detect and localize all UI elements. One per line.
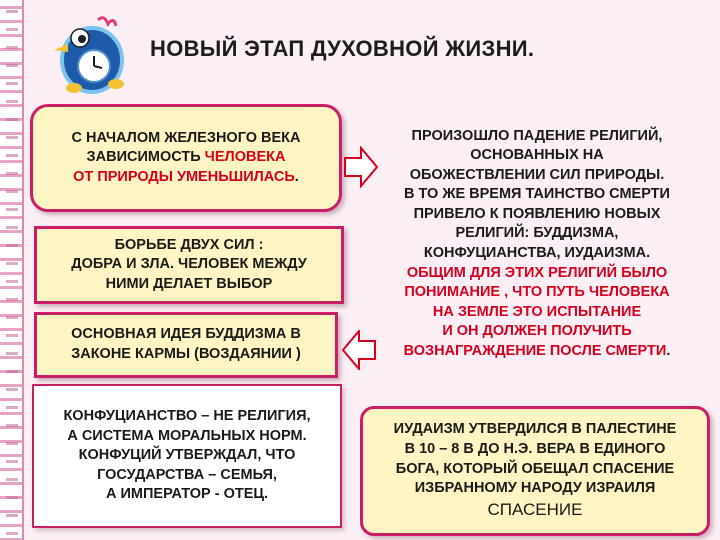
iron-age-line-3a: ОТ ПРИРОДЫ УМЕНЬШИЛАСЬ bbox=[73, 168, 295, 185]
good-evil-line-1: БОРЬБЕ ДВУХ СИЛ : bbox=[114, 236, 264, 253]
good-evil-line-2: ДОБРА И ЗЛА. ЧЕЛОВЕК МЕЖДУ bbox=[71, 256, 307, 273]
religions-line-4: В ТО ЖЕ ВРЕМЯ ТАИНСТВО СМЕРТИ bbox=[404, 186, 670, 203]
iron-age-line-2 bbox=[87, 148, 286, 168]
religions-line-2: ОСНОВАННЫХ НА bbox=[470, 147, 604, 164]
binding-rings bbox=[6, 0, 18, 540]
confucianism-box bbox=[32, 384, 342, 528]
religions-line-7: КОНФУЦИАНСТВА, ИУДАИЗМА. bbox=[423, 245, 651, 261]
bird-clock-mascot-icon bbox=[44, 14, 130, 98]
judaism-box bbox=[360, 406, 710, 536]
religions-line-3: ОБОЖЕСТВЛЕНИИ СИЛ ПРИРОДЫ. bbox=[409, 166, 665, 183]
iron-age-line-2b: ЧЕЛОВЕКА bbox=[204, 149, 286, 166]
judaism-line-3: БОГА, КОТОРЫЙ ОБЕЩАЛ СПАСЕНИЕ bbox=[395, 460, 675, 477]
judaism-line-2: В 10 – 8 В ДО Н.Э. ВЕРА В ЕДИНОГО bbox=[404, 440, 666, 457]
buddhism-line-1: ОСНОВНАЯ ИДЕЯ БУДДИЗМА В bbox=[71, 326, 301, 343]
religions-line-9: ПОНИМАНИЕ , ЧТО ПУТЬ ЧЕЛОВЕКА bbox=[404, 284, 670, 301]
confucianism-line-4: ГОСУДАРСТВА – СЕМЬЯ, bbox=[97, 466, 277, 483]
iron-age-box bbox=[30, 104, 342, 212]
iron-age-line-1: С НАЧАЛОМ ЖЕЛЕЗНОГО ВЕКА bbox=[71, 129, 301, 146]
judaism-line-5: СПАСЕНИЕ bbox=[487, 499, 583, 519]
arrow-left-icon bbox=[342, 330, 376, 370]
iron-age-line-3 bbox=[73, 168, 299, 188]
confucianism-line-3: КОНФУЦИЙ УТВЕРЖДАЛ, ЧТО bbox=[78, 447, 296, 464]
good-evil-box bbox=[34, 226, 344, 304]
good-evil-line-3: НИМИ ДЕЛАЕТ ВЫБОР bbox=[105, 275, 273, 292]
buddhism-box bbox=[34, 312, 338, 378]
arrow-right-icon bbox=[344, 146, 378, 188]
religions-line-8: ОБЩИМ ДЛЯ ЭТИХ РЕЛИГИЙ БЫЛО bbox=[406, 264, 668, 281]
religions-line-1: ПРОИЗОШЛО ПАДЕНИЕ РЕЛИГИЙ, bbox=[411, 127, 663, 144]
judaism-line-1: ИУДАИЗМ УТВЕРДИЛСЯ В ПАЛЕСТИНЕ bbox=[393, 421, 677, 438]
buddhism-line-2: ЗАКОНЕ КАРМЫ (ВОЗДАЯНИИ ) bbox=[71, 346, 301, 362]
confucianism-line-5: А ИМПЕРАТОР - ОТЕЦ. bbox=[106, 486, 268, 503]
religions-line-12 bbox=[404, 342, 671, 362]
religions-line-12b: . bbox=[666, 342, 671, 359]
iron-age-line-3b: . bbox=[294, 168, 299, 185]
religions-line-10: НА ЗЕМЛЕ ЭТО ИСПЫТАНИЕ bbox=[432, 303, 642, 320]
notebook-binding bbox=[0, 0, 24, 540]
confucianism-line-1: КОНФУЦИАНСТВО – НЕ РЕЛИГИЯ, bbox=[63, 408, 311, 425]
religions-line-12a: ВОЗНАГРАЖДЕНИЕ ПОСЛЕ СМЕРТИ bbox=[403, 342, 667, 359]
religions-line-11: И ОН ДОЛЖЕН ПОЛУЧИТЬ bbox=[442, 323, 632, 340]
religions-line-6: РЕЛИГИЙ: БУДДИЗМА, bbox=[455, 225, 619, 242]
judaism-line-4: ИЗБРАННОМУ НАРОДУ ИЗРАИЛЯ bbox=[414, 480, 656, 497]
religions-line-5: ПРИВЕЛО К ПОЯВЛЕНИЮ НОВЫХ bbox=[413, 205, 661, 222]
iron-age-line-2a: ЗАВИСИМОСТЬ bbox=[86, 149, 205, 166]
religions-fall-text bbox=[358, 94, 716, 394]
confucianism-line-2: А СИСТЕМА МОРАЛЬНЫХ НОРМ. bbox=[67, 427, 307, 444]
slide-title: НОВЫЙ ЭТАП ДУХОВНОЙ ЖИЗНИ. bbox=[150, 36, 535, 61]
